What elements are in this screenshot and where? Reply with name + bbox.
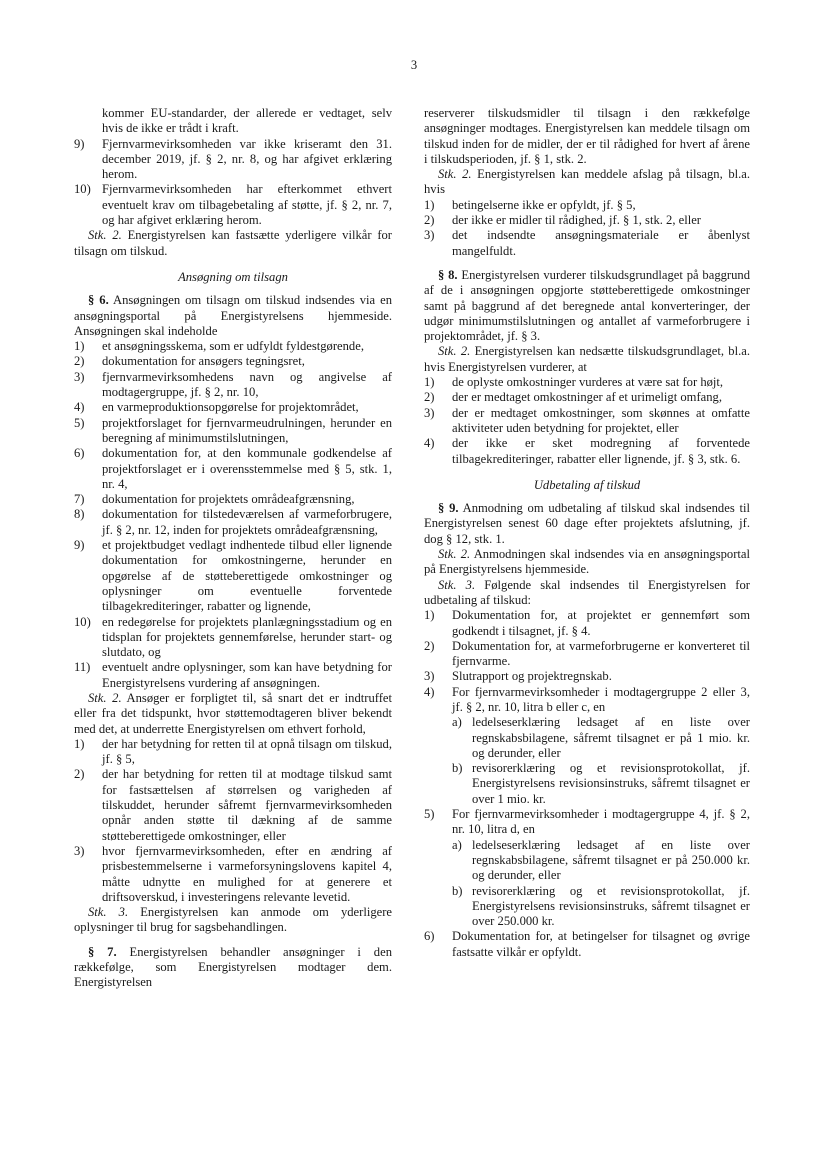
right-column (424, 106, 750, 960)
section-label: § 8. (438, 267, 458, 282)
item-text: en varmeproduktionsopgørelse for projektområdet, (102, 400, 359, 415)
item-number: 9) (74, 136, 85, 151)
item-text: Dokumentation for, at varmeforbrugerne er konverteret til fjernvarme. (452, 638, 750, 669)
list-item (74, 660, 392, 691)
list-item (74, 446, 392, 492)
item-number: 1) (74, 339, 85, 354)
paragraph-6-stk2 (74, 691, 392, 737)
item-number: 3) (424, 669, 435, 684)
list-p6 (74, 339, 392, 691)
item-number: 2) (74, 767, 85, 782)
item-number: 10) (74, 182, 91, 197)
item-text: der er medtaget omkostninger, som skønnes at omfatte aktiviteter uden betydning for projektet, eller (452, 405, 750, 435)
list-item (74, 492, 392, 507)
item-number: 6) (74, 446, 85, 461)
paragraph-text: Anmodningen skal indsendes via en ansøgningsportal på Energistyrelsens hjemmeside. (424, 547, 750, 577)
item-text: betingelserne ikke er opfyldt, jf. § 5, (452, 197, 636, 212)
paragraph-text: Energistyrelsen kan fastsætte yderligere vilkår for tilsagn om tilskud. (74, 228, 392, 258)
list-item (424, 929, 750, 960)
paragraph-text: Ansøger er forpligtet til, så snart det er indtruffet eller fra det tidspunkt, hvor støttemodtageren bliver bekendt med det, at underrette Energistyrelsen om ethvert forhold, (74, 690, 392, 736)
section-label: § 6. (88, 293, 109, 308)
stk-label: Stk. 2. (438, 344, 471, 359)
item-number: 6) (424, 929, 435, 944)
item-text: projektforslaget for fjernvarmeudrulningen, herunder en beregning af minimumstilslutningen, (102, 415, 392, 445)
paragraph-7 (74, 945, 392, 991)
stk-label: Stk. 2. (88, 690, 122, 705)
item-number: 3) (74, 843, 85, 858)
item-text: dokumentation for ansøgers tegningsret, (102, 354, 305, 369)
list-item (424, 228, 750, 259)
item-text: de oplyste omkostninger vurderes at være sat for højt, (452, 375, 724, 390)
paragraph-9 (424, 501, 750, 547)
item-text: dokumentation for tilstedeværelsen af varmeforbrugere, jf. § 2, nr. 12, inden for projektets områdeafgrænsning, (102, 507, 392, 537)
item-number: 4) (424, 436, 435, 451)
list-p8-stk2 (424, 375, 750, 467)
paragraph-8-stk2 (424, 344, 750, 375)
item-number: 3) (424, 228, 435, 243)
item-text: der ikke er sket modregning af forventede tilbagekrediteringer, rabatter eller lignende, jf. § 3, stk. 6. (452, 436, 750, 466)
item-text: der er medtaget omkostninger af et urimeligt omfang, (452, 390, 722, 405)
list-item (74, 137, 392, 183)
list-item (424, 213, 750, 228)
item-number: 1) (424, 608, 435, 623)
list-p9-stk3 (424, 608, 750, 960)
paragraph-6-stk3 (74, 905, 392, 936)
paragraph-text: Energistyrelsen kan meddele afslag på tilsagn, bl.a. hvis (424, 167, 750, 197)
left-column (74, 106, 392, 991)
list-item (74, 370, 392, 401)
list-item (74, 767, 392, 843)
item-text: det indsendte ansøgningsmateriale er åbenlyst mangelfuldt. (452, 228, 750, 258)
paragraph-6 (74, 293, 392, 339)
paragraph-7-stk2 (424, 167, 750, 198)
item-text: der har betydning for retten til at opnå tilsagn om tilskud, jf. § 5, (102, 736, 392, 767)
list-item (74, 538, 392, 614)
item-text: hvor fjernvarmevirksomheden, efter en ændring af prisbestemmelserne i varmeforsyningslovens kapitel 4, måtte udnytte en mulighed for at generere et driftsoverskud, i investeringens relevante levetid. (102, 843, 392, 904)
item-text: fjernvarmevirksomhedens navn og angivelse af modtagergruppe, jf. § 2, nr. 10, (102, 369, 392, 400)
item-text: For fjernvarmevirksomheder i modtagergruppe 2 eller 3, jf. § 2, nr. 10, litra b eller c, en (452, 684, 750, 714)
list-item (424, 375, 750, 390)
stk-label: Stk. 2. (438, 167, 472, 182)
stk-label: Stk. 3. (438, 577, 476, 592)
list-item (424, 608, 750, 639)
paragraph-text: Energistyrelsen kan nedsætte tilskudsgrundlaget, bl.a. hvis Energistyrelsen vurderer, at (424, 344, 750, 374)
section-heading: Ansøgning om tilsagn (178, 269, 288, 284)
list-item (424, 685, 750, 716)
item-text: der har betydning for retten til at modtage tilskud samt for fastsættelsen af størrelsen og varigheden af tilskuddet, herunder såfremt fjernvarmevirksomheden opnår anden støtte til dækning af de samme støtteberettigede omkostninger, eller (102, 767, 392, 843)
item-number: 2) (424, 638, 435, 653)
item-number: 4) (74, 400, 85, 415)
paragraph-text: Følgende skal indsendes til Energistyrelsen for udbetaling af tilskud: (424, 577, 750, 607)
list-item (74, 615, 392, 661)
list-item (74, 339, 392, 354)
sub-item-letter: a) (452, 837, 462, 852)
paragraph-stk2 (74, 228, 392, 259)
item-text: et projektbudget vedlagt indhentede tilbud eller lignende dokumentation for omkostningerne, herunder en opgørelse af de støtteberettigede omkostninger og oplysninger om eventuelle forventede tilbagekrediteringer, rabatter og lignende, (102, 538, 392, 614)
section-heading: Udbetaling af tilskud (533, 477, 641, 492)
list-item (74, 182, 392, 228)
item-number: 11) (74, 660, 91, 675)
list-item (74, 507, 392, 538)
item-text: der ikke er midler til rådighed, jf. § 1, stk. 2, eller (452, 213, 702, 228)
sub-item-letter: b) (452, 761, 463, 776)
list-item (74, 844, 392, 905)
item-number: 9) (74, 538, 85, 553)
list-p6-stk2 (74, 737, 392, 905)
item-number: 2) (74, 354, 85, 369)
item-number: 5) (424, 807, 435, 822)
sub-list-item (424, 884, 750, 930)
item-text: et ansøgningsskema, som er udfyldt fyldestgørende, (102, 339, 364, 354)
item-text: dokumentation for projektets områdeafgrænsning, (102, 492, 355, 507)
list-item (424, 390, 750, 405)
list-items-top (74, 137, 392, 229)
item-number: 3) (424, 405, 435, 420)
stk-label: Stk. 2. (88, 228, 122, 243)
sub-item-letter: b) (452, 883, 463, 898)
sub-item-text: ledelseserklæring ledsaget af en liste over regnskabsbilagene, såfremt tilsagnet er på 250.000 kr. og derunder, eller (472, 837, 750, 883)
stk-label: Stk. 3. (88, 905, 129, 920)
list-item (74, 737, 392, 768)
item-number: 1) (424, 197, 435, 212)
sub-item-letter: a) (452, 715, 462, 730)
item-number: 4) (424, 684, 435, 699)
list-item (424, 639, 750, 670)
paragraph-text: Anmodning om udbetaling af tilskud skal indsendes til Energistyrelsen senest 60 dage efter projektets afslutning, jf. dog § 12, stk. 1. (424, 501, 750, 546)
paragraph-text: Energistyrelsen vurderer tilskudsgrundlaget på baggrund af de i ansøgningen opgjorte støtteberettigede omkostninger samt på baggrund af det beregnede antal konverteringer, der udgør minimumstilslutningen og antallet af varmeforbrugere i projektområdet, jf. § 3. (424, 267, 751, 344)
paragraph-text: Ansøgningen om tilsagn om tilskud indsendes via en ansøgningsportal på Energistyrelsens hjemmeside. Ansøgningen skal indeholde (74, 293, 392, 338)
item-text: dokumentation for, at den kommunale godkendelse af projektforslaget er i overensstemmelse med § 5, stk. 1, nr. 4, (102, 446, 392, 491)
paragraph-text: Energistyrelsen kan anmode om yderligere oplysninger til brug for sagsbehandlingen. (74, 905, 392, 935)
paragraph-9-stk2 (424, 547, 750, 578)
item-text: Dokumentation for, at betingelser for tilsagnet og øvrige fastsatte vilkår er opfyldt. (452, 929, 750, 959)
list-item (424, 198, 750, 213)
list-item (74, 354, 392, 369)
item-text: eventuelt andre oplysninger, som kan have betydning for Energistyrelsens vurdering af ansøgningen. (102, 660, 392, 690)
sub-item-text: ledelseserklæring ledsaget af en liste over regnskabsbilagene, såfremt tilsagnet er på 1 mio. kr. og derunder, eller (472, 715, 750, 760)
item-number: 2) (424, 390, 435, 405)
item-number: 1) (74, 736, 85, 751)
item-number: 5) (74, 415, 85, 430)
continued-text: reserverer tilskudsmidler til tilsagn i den rækkefølge ansøgninger modtages. Energistyrelsen kan meddele tilsagn om tilskud inden for de midler, der er til rådighed for hvert af årene i tilskudsperioden, jf. § 1, stk. 2. (424, 106, 750, 166)
sub-list-item (424, 715, 750, 761)
item-number: 2) (424, 213, 435, 228)
item-text: Slutrapport og projektregnskab. (452, 669, 612, 684)
list-item (424, 807, 750, 838)
paragraph-9-stk3 (424, 578, 750, 609)
paragraph-text: Energistyrelsen behandler ansøgninger i den rækkefølge, som Energistyrelsen modtager dem. Energistyrelsen (74, 944, 392, 990)
sub-list-item (424, 761, 750, 807)
list-p7-stk2 (424, 198, 750, 259)
list-item (74, 416, 392, 447)
section-label: § 9. (438, 501, 459, 516)
item-text: en redegørelse for projektets planlægningsstadium og en tidsplan for projektets gennemførelse, herunder start- og slutdato, og (102, 614, 392, 660)
section-label: § 7. (88, 944, 117, 959)
sub-list-item (424, 838, 750, 884)
sub-item-text: revisorerklæring og et revisionsprotokollat, jf. Energistyrelsens revisionsinstruks, såfremt tilsagnet er over 1 mio. kr. (472, 761, 750, 806)
list-item (424, 436, 750, 467)
stk-label: Stk. 2. (438, 547, 471, 562)
list-item (74, 400, 392, 415)
page-number: 3 (410, 58, 418, 72)
paragraph-8 (424, 268, 750, 344)
item-number: 7) (74, 492, 85, 507)
item-text: For fjernvarmevirksomheder i modtagergruppe 4, jf. § 2, nr. 10, litra d, en (452, 807, 750, 837)
item-text: Fjernvarmevirksomheden var ikke kriseramt den 31. december 2019, jf. § 2, nr. 8, og har afgivet erklæring herom. (102, 136, 392, 182)
item-text: Fjernvarmevirksomheden har efterkommet ethvert eventuelt krav om tilbagebetaling af støtte, jf. § 2, nr. 7, og har afgivet erklæring herom. (102, 182, 392, 228)
item-number: 1) (424, 375, 435, 390)
list-item (424, 669, 750, 684)
item-number: 10) (74, 614, 91, 629)
item-number: 8) (74, 507, 85, 522)
item-text: Dokumentation for, at projektet er gennemført som godkendt i tilsagnet, jf. § 4. (452, 608, 750, 638)
sub-item-text: revisorerklæring og et revisionsprotokollat, jf. Energistyrelsens revisionsinstruks, såfremt tilsagnet er over 250.000 kr. (472, 883, 750, 929)
item-number: 3) (74, 369, 85, 384)
list-item (424, 406, 750, 437)
continued-text: kommer EU-standarder, der allerede er vedtaget, selv hvis de ikke er trådt i kraft. (102, 106, 392, 136)
